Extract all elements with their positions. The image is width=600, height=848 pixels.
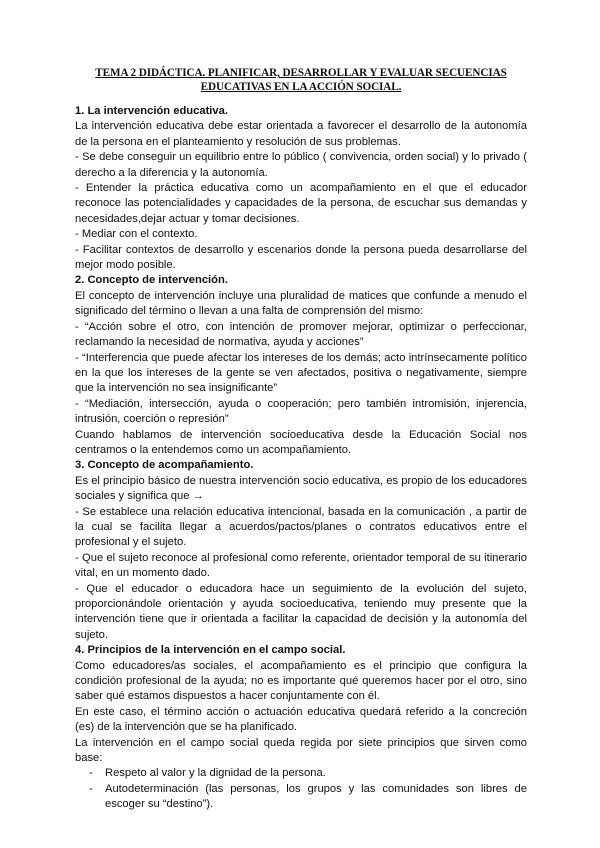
- paragraph: - “Mediación, intersección, ayuda o cooperación; pero también intromisión, injerencia, intrusión, coerción o represión”: [75, 397, 527, 426]
- paragraph: - Facilitar contextos de desarrollo y escenarios donde la persona pueda desarrollarse del mejor modo posible.: [75, 243, 527, 272]
- paragraph: - Que el sujeto reconoce al profesional como referente, orientador temporal de su itinerario vital, en un momento dado.: [75, 551, 527, 580]
- paragraph: El concepto de intervención incluye una pluralidad de matices que confunde a menudo el significado del término o llevan a una falta de comprensión del mismo:: [75, 289, 527, 318]
- document-title: [75, 66, 527, 94]
- paragraph: - “Interferencia que puede afectar los intereses de los demás; acto intrínsecamente político en la que los intereses de la gente se ven afectados, positiva o negativamente, siempre que la intervención no sea insignificante”: [75, 351, 527, 395]
- paragraph: - Se debe conseguir un equilibrio entre lo público ( convivencia, orden social) y lo privado ( derecho a la diferencia y la autonomía.: [75, 151, 527, 179]
- section-2: [75, 273, 527, 458]
- section-1: [75, 104, 527, 273]
- paragraph: Es el principio básico de nuestra intervención socio educativa, es propio de los educadores sociales y significa que →: [75, 474, 527, 503]
- section-heading: 1. La intervención educativa.: [75, 105, 228, 117]
- paragraph: En este caso, el término acción o actuación educativa quedará referido a la concreción (es) de la intervención que se ha planificado.: [75, 705, 527, 734]
- paragraph: - Que el educador o educadora hace un seguimiento de la evolución del sujeto, proporcionándole orientación y ayuda socioeducativa, teniendo muy presente que la intervención tiene que ir orientada a facilitar la capacidad de decisión y la autonomía del sujeto.: [75, 582, 527, 641]
- document-page: [75, 66, 527, 813]
- paragraph: - “Acción sobre el otro, con intención de promover mejorar, optimizar o perfeccionar, reclamando la necesidad de normativa, ayuda y acciones”: [75, 320, 527, 349]
- paragraph: - Entender la práctica educativa como un acompañamiento en el que el educador reconoce las potencialidades y capacidades de la persona, de escuchar sus demandas y necesidades,dejar actuar y tomar decisiones.: [75, 182, 527, 225]
- paragraph: Cuando hablamos de intervención socioeducativa desde la Educación Social nos centramos o la entendemos como un acompañamiento.: [75, 428, 527, 456]
- section-3: [75, 458, 527, 643]
- paragraph: La intervención educativa debe estar orientada a favorecer el desarrollo de la autonomía de la persona en el planteamiento y resolución de sus problemas.: [75, 120, 527, 148]
- principles-list: [75, 766, 527, 812]
- paragraph: La intervención en el campo social queda regida por siete principios que sirven como base:: [75, 736, 527, 765]
- paragraph: - Mediar con el contexto.: [75, 228, 198, 241]
- paragraph: Como educadores/as sociales, el acompañamiento es el principio que configura la condición profesional de la ayuda; no es importante qué queremos hacer por el otro, sino saber qué estamos dispuestos a hacer conjuntamente con él.: [75, 659, 527, 703]
- title-line-1: TEMA 2 DIDÁCTICA. PLANIFICAR, DESARROLLAR Y EVALUAR SECUENCIAS: [95, 67, 507, 79]
- title-line-2: EDUCATIVAS EN LA ACCIÓN SOCIAL.: [200, 81, 402, 93]
- section-heading: 4. Principios de la intervención en el campo social.: [75, 644, 346, 657]
- list-item: - Autodeterminación (las personas, los grupos y las comunidades son libres de escoger su “destino”).: [75, 782, 527, 813]
- list-item: - Respeto al valor y la dignidad de la persona.: [75, 766, 527, 781]
- section-4: [75, 643, 527, 812]
- section-heading: 3. Concepto de acompañamiento.: [75, 459, 254, 472]
- paragraph: - Se establece una relación educativa intencional, basada en la comunicación , a partir de la cual se facilita llegar a acuerdos/pactos/planes o contratos educativos entre el profesional y el sujeto.: [75, 505, 527, 549]
- section-heading: 2. Concepto de intervención.: [75, 274, 228, 287]
